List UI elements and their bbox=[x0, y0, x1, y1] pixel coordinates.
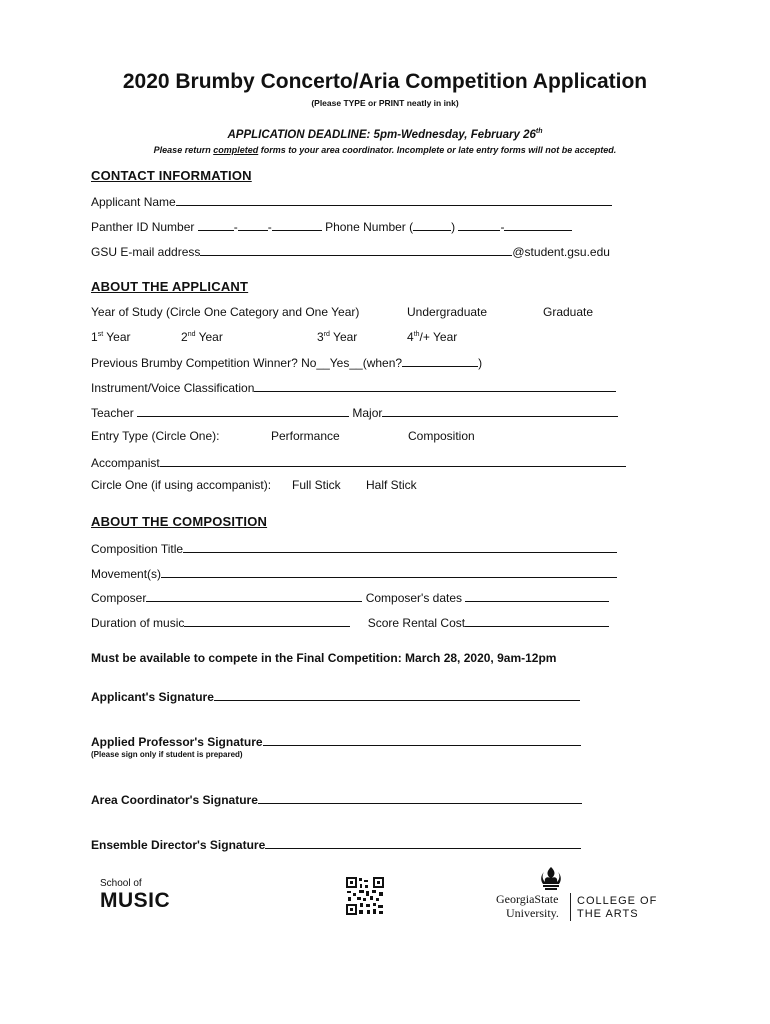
composition-title-label: Composition Title bbox=[91, 542, 184, 556]
year-1-word: Year bbox=[103, 330, 131, 344]
application-deadline bbox=[0, 128, 770, 141]
instrument-field[interactable] bbox=[254, 379, 616, 392]
applicant-signature-field[interactable] bbox=[214, 688, 580, 701]
college-of-arts-line1: COLLEGE OF bbox=[577, 895, 658, 907]
year-2-suffix: nd bbox=[187, 331, 196, 338]
applicant-signature-row bbox=[91, 688, 580, 704]
year-3-number: 3 bbox=[317, 330, 324, 344]
return-text-post: forms to your area coordinator. Incomplete or late entry forms will not be accepted. bbox=[258, 145, 617, 155]
movements-field[interactable] bbox=[161, 565, 617, 578]
return-instructions bbox=[0, 145, 770, 155]
half-stick-option[interactable]: Half Stick bbox=[366, 478, 417, 492]
rental-cost-label: Score Rental Cost bbox=[367, 616, 466, 630]
phone-line-field[interactable] bbox=[504, 218, 572, 231]
year-3-suffix: rd bbox=[323, 331, 330, 338]
gsu-wordmark-line2: University. bbox=[506, 906, 559, 920]
instrument-label: Instrument/Voice Classification bbox=[91, 381, 255, 395]
rental-cost-field[interactable] bbox=[465, 614, 609, 627]
panther-id-field-3[interactable] bbox=[272, 218, 322, 231]
return-text-pre: Please return bbox=[153, 145, 214, 155]
availability-notice: Must be available to compete in the Final Competition: March 28, 2020, 9am-12pm bbox=[91, 651, 557, 665]
phone-label: Phone Number ( bbox=[325, 220, 414, 234]
panther-id-label: Panther ID Number bbox=[91, 220, 195, 234]
applicant-name-field[interactable] bbox=[176, 193, 612, 206]
form-title: 2020 Brumby Concerto/Aria Competition Application bbox=[122, 70, 648, 93]
college-of-arts-line2: THE ARTS bbox=[577, 908, 639, 920]
deadline-suffix: th bbox=[535, 128, 543, 135]
qr-code-icon bbox=[345, 876, 385, 916]
professor-signature-label: Applied Professor's Signature bbox=[91, 735, 263, 749]
panther-id-field-2[interactable] bbox=[238, 218, 268, 231]
return-text-emphasis: completed bbox=[213, 145, 259, 155]
previous-winner-when-field[interactable] bbox=[402, 354, 478, 367]
composition-title-row bbox=[91, 540, 617, 556]
previous-winner-close: ) bbox=[478, 356, 483, 370]
professor-signature-note: (Please sign only if student is prepared) bbox=[91, 750, 243, 759]
applicant-section-heading: ABOUT THE APPLICANT bbox=[91, 279, 249, 294]
director-signature-field[interactable] bbox=[265, 836, 581, 849]
director-signature-row bbox=[91, 836, 581, 852]
applicant-signature-label: Applicant's Signature bbox=[91, 690, 214, 704]
movements-row bbox=[91, 565, 617, 581]
duration-field[interactable] bbox=[184, 614, 350, 627]
coordinator-signature-row bbox=[91, 791, 582, 807]
accompanist-label: Accompanist bbox=[91, 456, 160, 470]
year-2-word: Year bbox=[195, 330, 223, 344]
previous-winner-row bbox=[91, 354, 482, 370]
year-4-suffix: th bbox=[413, 331, 420, 338]
movements-label: Movement(s) bbox=[91, 567, 162, 581]
composition-title-field[interactable] bbox=[183, 540, 617, 553]
entry-performance-option[interactable]: Performance bbox=[271, 429, 340, 443]
phone-prefix-field[interactable] bbox=[458, 218, 500, 231]
duration-label: Duration of music bbox=[91, 616, 185, 630]
composer-dates-field[interactable] bbox=[465, 589, 609, 602]
year-3-option[interactable] bbox=[317, 330, 357, 344]
coordinator-signature-label: Area Coordinator's Signature bbox=[91, 793, 258, 807]
year-1-number: 1 bbox=[91, 330, 98, 344]
full-stick-option[interactable]: Full Stick bbox=[292, 478, 341, 492]
school-of-music-logo: MUSIC bbox=[100, 889, 171, 912]
applicant-name-label: Applicant Name bbox=[91, 195, 176, 209]
composer-dates-label: Composer's dates bbox=[365, 591, 463, 605]
professor-signature-row bbox=[91, 733, 581, 749]
professor-signature-field[interactable] bbox=[263, 733, 581, 746]
major-field[interactable] bbox=[382, 404, 618, 417]
entry-type-label: Entry Type (Circle One): bbox=[91, 429, 220, 443]
teacher-field[interactable] bbox=[137, 404, 349, 417]
year-2-number: 2 bbox=[181, 330, 188, 344]
coordinator-signature-field[interactable] bbox=[258, 791, 582, 804]
year-4-word: /+ Year bbox=[419, 330, 458, 344]
year-of-study-label: Year of Study (Circle One Category and One Year) bbox=[91, 305, 360, 319]
email-label: GSU E-mail address bbox=[91, 245, 201, 259]
panther-phone-row: Panther ID Number - - Phone Number ( ) - bbox=[91, 218, 572, 234]
email-suffix: @student.gsu.edu bbox=[512, 245, 610, 259]
composer-label: Composer bbox=[91, 591, 147, 605]
year-3-word: Year bbox=[329, 330, 358, 344]
year-4-option[interactable] bbox=[407, 330, 457, 344]
teacher-major-row bbox=[91, 404, 618, 420]
year-2-option[interactable] bbox=[181, 330, 223, 344]
gsu-flame-icon bbox=[538, 866, 564, 892]
undergraduate-option[interactable]: Undergraduate bbox=[407, 305, 488, 319]
duration-row bbox=[91, 614, 609, 630]
year-1-option[interactable] bbox=[91, 330, 131, 344]
year-4-number: 4 bbox=[407, 330, 414, 344]
composition-section-heading: ABOUT THE COMPOSITION bbox=[91, 514, 268, 529]
applicant-name-row bbox=[91, 193, 612, 209]
gsu-wordmark-line1: GeorgiaState bbox=[496, 892, 559, 906]
teacher-label: Teacher bbox=[91, 406, 134, 420]
email-field[interactable] bbox=[200, 243, 512, 256]
entry-composition-option[interactable]: Composition bbox=[408, 429, 475, 443]
director-signature-label: Ensemble Director's Signature bbox=[91, 838, 266, 852]
instrument-row bbox=[91, 379, 616, 395]
graduate-option[interactable]: Graduate bbox=[543, 305, 594, 319]
form-subtitle: (Please TYPE or PRINT neatly in ink) bbox=[311, 98, 459, 108]
major-label: Major bbox=[352, 406, 383, 420]
school-of-music-logo-top: School of bbox=[100, 878, 142, 889]
email-row bbox=[91, 243, 610, 259]
composer-field[interactable] bbox=[146, 589, 362, 602]
panther-id-field-1[interactable] bbox=[198, 218, 234, 231]
contact-section-heading: CONTACT INFORMATION bbox=[91, 168, 252, 183]
composer-row bbox=[91, 589, 609, 605]
deadline-text: APPLICATION DEADLINE: 5pm-Wednesday, February 26 bbox=[227, 128, 536, 141]
logo-divider bbox=[570, 893, 571, 921]
year-1-suffix: st bbox=[97, 331, 104, 338]
accompanist-field[interactable] bbox=[160, 454, 626, 467]
previous-winner-label: Previous Brumby Competition Winner? No__Yes__(when? bbox=[91, 356, 403, 370]
accompanist-stick-label: Circle One (if using accompanist): bbox=[91, 478, 272, 492]
accompanist-row bbox=[91, 454, 626, 470]
phone-area-field[interactable] bbox=[413, 218, 451, 231]
